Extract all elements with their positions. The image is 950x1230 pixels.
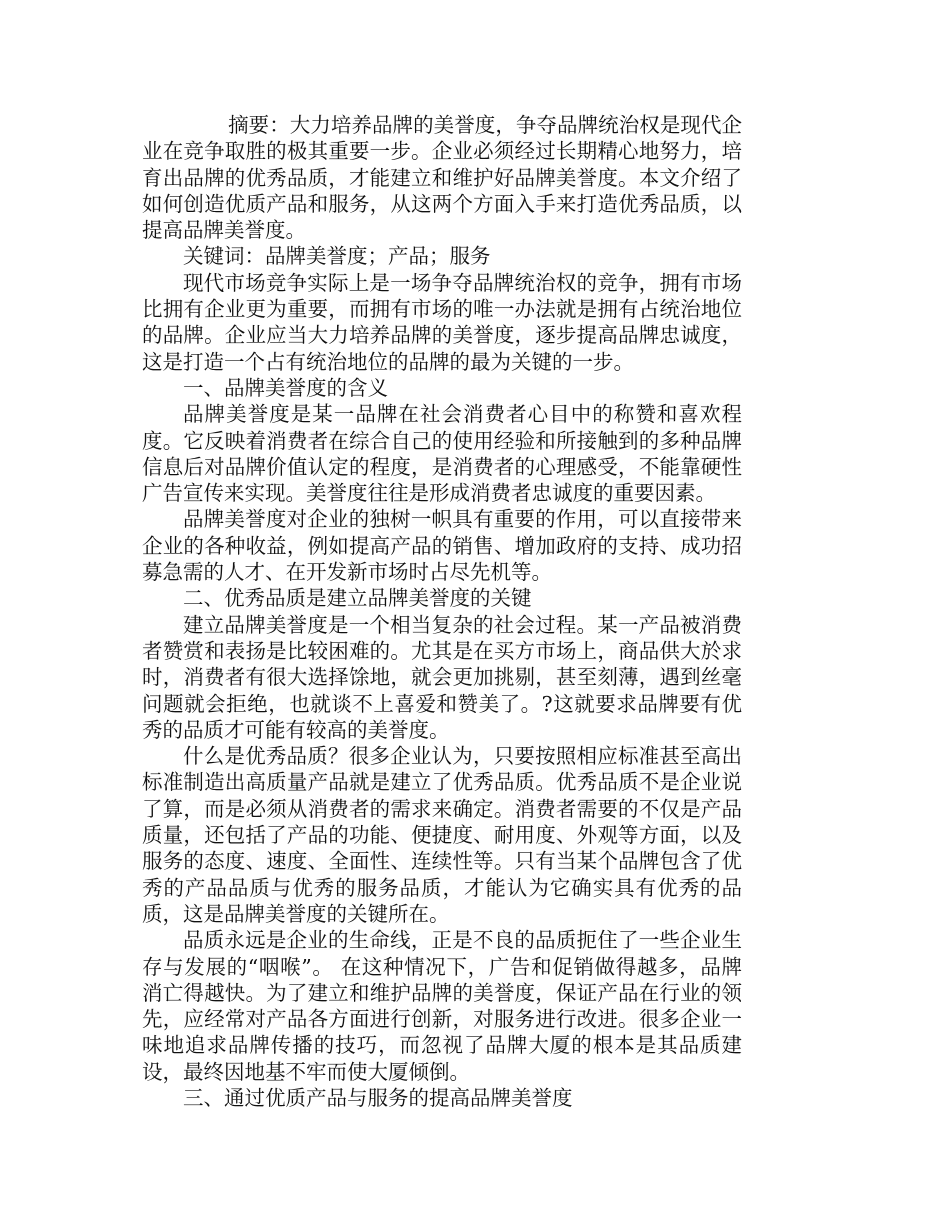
section2-paragraph-1: 建立品牌美誉度是一个相当复杂的社会过程。某一产品被消费者赞赏和表扬是比较困难的。尤其是在买方市场上，商品供大於求时，消费者有很大选择馀地，就会更加挑剔，甚至刻薄，遇到丝毫问题就会拒绝，也就谈不上喜爱和赞美了。?这就要求品牌要有优秀的品质才可能有较高的美誉度。 <box>142 612 742 742</box>
document-page <box>142 112 742 1111</box>
section2-heading: 二、优秀品质是建立品牌美誉度的关键 <box>183 586 532 611</box>
section2-paragraph-3: 品质永远是企业的生命线，正是不良的品质扼住了一些企业生存与发展的“咽喉”。 在这种情况下，广告和促销做得越多，品牌消亡得越快。为了建立和维护品牌的美誉度，保证产品在行业的领先，应经常对产品各方面进行创新，对服务进行改进。很多企业一味地追求品牌传播的技巧，而忽视了品牌大厦的根本是其品质建设，最终因地基不牢而使大厦倾倒。 <box>142 928 742 1084</box>
section1-paragraph-1: 品牌美誉度是某一品牌在社会消费者心目中的称赞和喜欢程度。它反映着消费者在综合自己的使用经验和所接触到的多种品牌信息后对品牌价值认定的程度，是消费者的心理感受，不能靠硬性广告宣传来实现。美誉度往往是形成消费者忠诚度的重要因素。 <box>142 402 742 506</box>
section2-paragraph-2: 什么是优秀品质？很多企业认为，只要按照相应标准甚至高出标准制造出高质量产品就是建立了优秀品质。优秀品质不是企业说了算，而是必须从消费者的需求来确定。消费者需要的不仅是产品质量，还包括了产品的功能、便捷度、耐用度、外观等方面，以及服务的态度、速度、全面性、连续性等。只有当某个品牌包含了优秀的产品品质与优秀的服务品质，才能认为它确实具有优秀的品质，这是品牌美誉度的关键所在。 <box>142 744 742 926</box>
abstract-paragraph: 摘要：大力培养品牌的美誉度，争夺品牌统治权是现代企业在竞争取胜的极其重要一步。企业必须经过长期精心地努力，培育出品牌的优秀品质，才能建立和维护好品牌美誉度。本文介绍了如何创造优质产品和服务，从这两个方面入手来打造优秀品质，以提高品牌美誉度。 <box>142 113 742 243</box>
section1-heading: 一、品牌美誉度的含义 <box>183 375 388 400</box>
section3-heading: 三、通过优质产品与服务的提高品牌美誉度 <box>183 1085 573 1110</box>
keywords-line: 关键词：品牌美誉度；产品；服务 <box>183 244 491 269</box>
section1-paragraph-2: 品牌美誉度对企业的独树一帜具有重要的作用，可以直接带来企业的各种收益，例如提高产品的销售、增加政府的支持、成功招募急需的人才、在开发新市场时占尽先机等。 <box>142 507 742 585</box>
intro-paragraph: 现代市场竞争实际上是一场争夺品牌统治权的竞争，拥有市场比拥有企业更为重要，而拥有市场的唯一办法就是拥有占统治地位的品牌。企业应当大力培养品牌的美誉度，逐步提高品牌忠诚度，这是打造一个占有统治地位的品牌的最为关键的一步。 <box>142 270 742 374</box>
